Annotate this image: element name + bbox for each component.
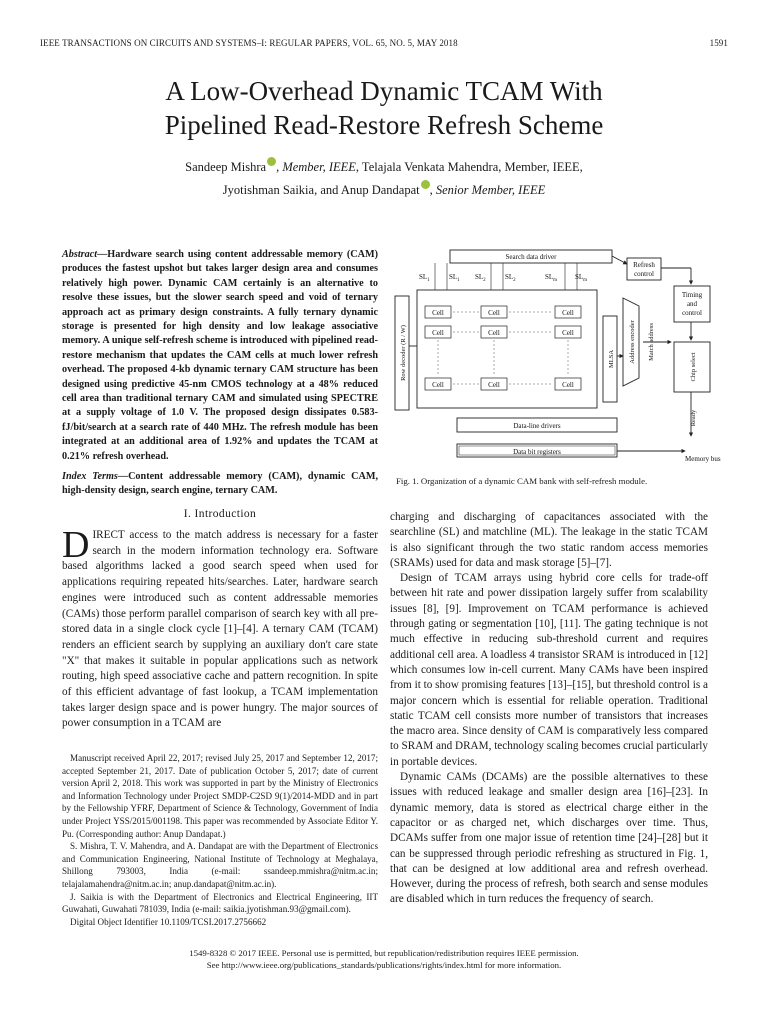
sl-label: $SL_1$ xyxy=(419,273,430,283)
refresh-control-label-2: control xyxy=(634,270,654,278)
timing-control-label-1: Timing xyxy=(681,291,703,299)
cell-label: Cell xyxy=(432,381,444,389)
cell-label: Cell xyxy=(562,309,574,317)
dataline-drivers-label: Data-line drivers xyxy=(513,422,561,430)
right-column-text xyxy=(390,510,708,908)
cell-label: Cell xyxy=(432,329,444,337)
memory-bus-label: Memory bus xyxy=(685,455,721,463)
running-header xyxy=(40,38,728,48)
sl-label: $SL_2$ xyxy=(475,273,486,283)
match-address-label: Match address xyxy=(648,323,655,361)
title-line-2: Pipelined Read-Restore Refresh Scheme xyxy=(164,110,604,140)
orcid-icon[interactable] xyxy=(421,180,430,189)
index-terms-label: Index Terms xyxy=(62,471,118,482)
abstract-label: Abstract xyxy=(62,249,98,260)
footnote: Digital Object Identifier 10.1109/TCSI.2017.2756662 xyxy=(70,916,267,927)
row-decoder-label: Row decoder (R / W) xyxy=(400,325,407,381)
title-line-1: A Low-Overhead Dynamic TCAM With xyxy=(165,76,603,106)
address-encoder-label: Address encoder xyxy=(629,320,636,364)
cell-label: Cell xyxy=(562,329,574,337)
section-heading: I. Introduction xyxy=(183,508,257,520)
sl-bar-label: $SL_1$ xyxy=(449,273,460,283)
data-bit-registers-label: Data bit registers xyxy=(513,448,561,456)
cell-label: Cell xyxy=(562,381,574,389)
mlsa-label: MLSA xyxy=(608,349,615,369)
index-terms-text: —Content addressable memory (CAM), dynamic CAM, high-density design, search engine, ternary CAM. xyxy=(62,471,378,497)
author-saikia-dandapat: Jyotishman Saikia, and Anup Dandapat xyxy=(222,183,420,197)
journal-name: IEEE TRANSACTIONS ON CIRCUITS AND SYSTEMS–I: REGULAR PAPERS, VOL. 65, NO. 5, MAY 2018 xyxy=(40,38,458,48)
author-line-1 xyxy=(0,156,768,179)
timing-control-label-3: control xyxy=(682,309,702,317)
sl-bar-label: $SL_m$ xyxy=(575,273,588,283)
footnote: S. Mishra, T. V. Mahendra, and A. Dandapat are with the Department of Electronics and Communication Engineering, National Institute of Technology at Meghalaya, Shillong 793003, India (e-mail: ssandeep.mmishra@nitm.ac.in; telajalamahendra@nitm.ac.in; anup.dandapat@nitm.ac.in). xyxy=(62,841,378,889)
intro-text: IRECT access to the match address is necessary for a faster search in the modern information technology era. Software based algorithms lacked a good search speed when used for applications requiring repeated hits/searches. Later, hardware search engines were introduced such as content addressable memories (CAMs) those perform parallel comparison of search key with all pre-stored data in a single clock cycle [1]–[4]. A ternary CAM (TCAM) renders an efficient search by supplying an auxiliary don't care state "X" that makes it suitable in popular applications such as network routing, high speed associative cache and pattern recognition. In spite of this efficient advantage of fast lookup, a TCAM implementation takes larger design space and is power hungry. The major sources of power consumption in a TCAM are xyxy=(62,529,378,730)
page-number: 1591 xyxy=(709,38,728,48)
refresh-control-label-1: Refresh xyxy=(633,261,655,269)
sl-label: $SL_m$ xyxy=(545,273,558,283)
footnote: J. Saikia is with the Department of Electronics and Electrical Engineering, IIT Guwahati, Guwahati 781039, India (e-mail: saikia.jyotishman.93@gmail.com). xyxy=(62,891,378,915)
orcid-icon[interactable] xyxy=(267,157,276,166)
author-mahendra: , Telajala Venkata Mahendra, Member, IEEE, xyxy=(355,160,583,174)
footnote: Manuscript received April 22, 2017; revised July 25, 2017 and September 12, 2017; accepted September 21, 2017. Date of publication October 5, 2017; date of current version April 2, 2018. This work was supported in part by the Ministry of Electronics and Information Technology under Project SMDP-C2SD 9(1)/2014-MDD and in part by the Fellowship YFRF, Department of Science & Technology, Government of India under Project YSS/2015/001198. This paper was recommended by Associate Editor Y. Pu. (Corresponding author: Anup Dandapat.) xyxy=(62,753,378,839)
cell-label: Cell xyxy=(488,309,500,317)
drop-cap: D xyxy=(62,524,90,566)
cell-label: Cell xyxy=(488,329,500,337)
abstract-text: —Hardware search using content addressable memory (CAM) produces the fastest upshot but takes larger design area and consumes relatively high power. Dynamic CAM certainly is an alternative to resolve these issues, but the slower search speed and void of ternary approach act as primary design constraints. A fully ternary dynamic storage is presented for high density and low leakage associative memory. A unique self-refresh scheme is introduced with pipelined read-restore mechanism that updates the CAM cells at much lower refresh overhead. The proposed 4-kb dynamic ternary CAM structure has been designed using predictive 45-nm CMOS technology at a 48% reduced cell area than traditional ternary CAM and simulated using SPECTRE at a supply voltage of 1.0 V. The proposed design dissipates 0.583-fJ/bit/search at a search rate of 440 MHz. The refresh module has been integrated at an additional area of 1.92% and updates the TCAM at 0.21% refresh overhead. xyxy=(62,249,378,462)
copyright-line-2: See http://www.ieee.org/publications_standards/publications/rights/index.html for more information. xyxy=(206,959,562,970)
paragraph: charging and discharging of capacitances associated with the searchline (SL) and matchline (ML). The leakage in the static TCAM is also significant through the two static random access memories (SRAMs) used for data and mask storage [5]–[7]. xyxy=(390,511,708,569)
figure-caption: Fig. 1. Organization of a dynamic CAM bank with self-refresh module. xyxy=(396,476,648,486)
paper-title xyxy=(0,74,768,142)
ready-label: Ready xyxy=(690,409,697,427)
abstract xyxy=(62,248,378,464)
footnotes xyxy=(62,752,378,928)
index-terms xyxy=(62,470,378,499)
intro-paragraph xyxy=(62,524,378,732)
copyright-line-1: 1549-8328 © 2017 IEEE. Personal use is permitted, but republication/redistribution requires IEEE permission. xyxy=(189,948,579,958)
author-role: , Member, IEEE xyxy=(276,160,356,174)
copyright-notice xyxy=(0,948,768,971)
author-role: , Senior Member, IEEE xyxy=(429,183,546,197)
paragraph: Design of TCAM arrays using hybrid core cells for trade-off between hit rate and power dissipation largely suffer from scalability issues [8], [9]. Improvement on TCAM performance is achieved through gating or segmentation [10], [11]. The gating technique is not much effective in reducing sub-threshold current and requires additional cell area. A loadless 4 transistor SRAM is introduced in [12] which consumes low in-cell current. Many CAMs have been inspired from it to show promising features [13]–[15], but threshold control is a major concern which is essential for reliable operation. Traditional static TCAM cell consists more number of transistors that increases the macro area. Since density of CAM is comparatively less compared to SRAM and DRAM, technology scaling becomes crucial particularly in portable devices. xyxy=(390,572,708,768)
chip-select-label: Chip select xyxy=(690,352,697,382)
figure-1-diagram xyxy=(395,246,721,466)
author-mishra: Sandeep Mishra xyxy=(185,160,267,174)
sl-bar-label: $SL_2$ xyxy=(505,273,516,283)
author-line-2 xyxy=(0,179,768,202)
timing-control-label-2: and xyxy=(686,300,698,308)
search-driver-label: Search data driver xyxy=(505,253,557,261)
paragraph: Dynamic CAMs (DCAMs) are the possible alternatives to these issues with reduced leakage and smaller design area [16]–[23]. In dynamic memory, data is stored as electrical charge either in the capacitor or as charged net, which discharges over time. Thus, DCAMs suffer from one major issue of retention time [24]–[28] but it can be suppressed through periodic refreshing as structured in Fig. 1, that can be designed at low additional area and refresh overhead. However, during the process of refresh, both search and sense modules are disabled which in turn reduces the frequency of search. xyxy=(390,771,708,906)
cell-label: Cell xyxy=(432,309,444,317)
cell-label: Cell xyxy=(488,381,500,389)
author-block xyxy=(0,156,768,202)
